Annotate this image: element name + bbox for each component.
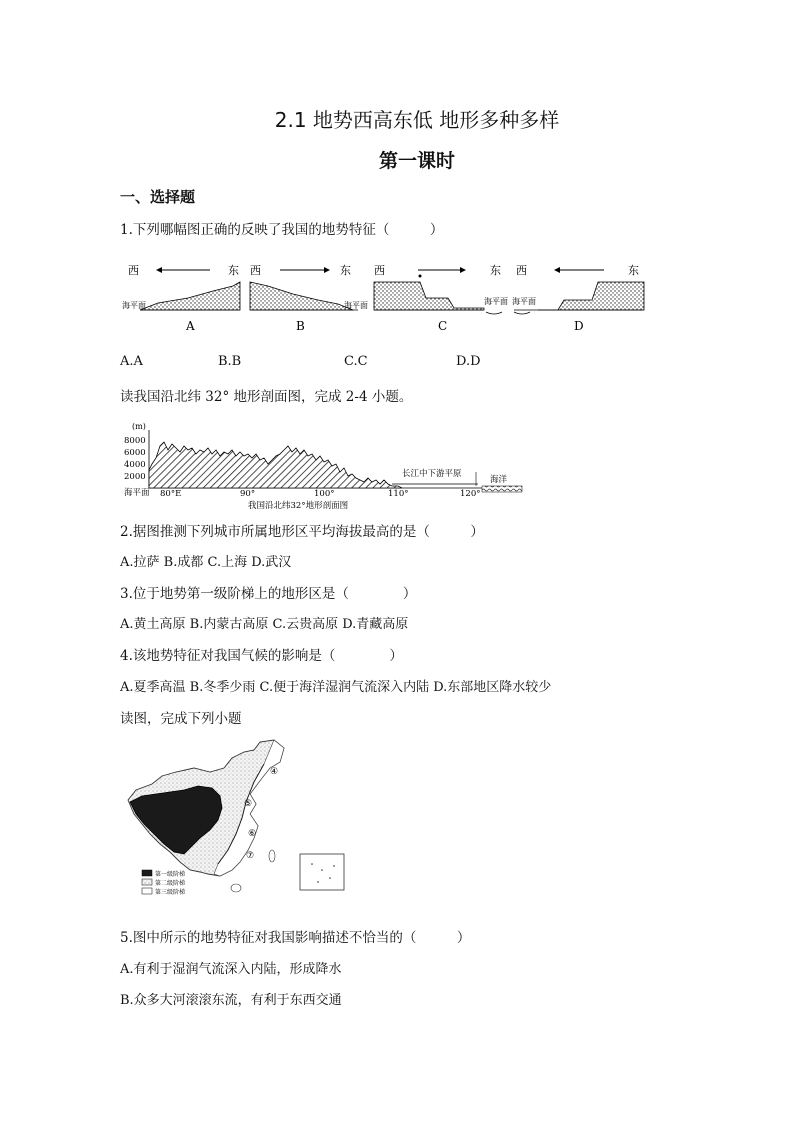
x-tick: 90° (240, 489, 256, 499)
y-tick: 8000 (124, 436, 146, 446)
label-west: 西 (250, 264, 261, 277)
label-east: 东 (340, 264, 351, 277)
q1-profile-diagrams (118, 258, 648, 338)
label-sea-level: 海平面 (512, 297, 536, 306)
q1-option-a: A.A (120, 354, 143, 369)
marker-4: ④ (270, 767, 279, 777)
x-tick: 120° (460, 489, 481, 499)
q1-option-c: C.C (344, 354, 368, 369)
letter-c: C (438, 319, 448, 333)
letter-d: D (574, 319, 584, 333)
marker-5: ⑤ (244, 799, 253, 809)
label-west: 西 (128, 264, 139, 277)
legend-step-2: 第二级阶梯 (155, 880, 186, 887)
diagram-a (122, 264, 240, 333)
section-heading: 一、选择题 (120, 188, 196, 206)
y-tick: 海平面 (124, 488, 150, 498)
q3-options: A.黄土高原 B.内蒙古高原 C.云贵高原 D.青藏高原 (120, 617, 409, 632)
label-sea-level: 海平面 (344, 301, 368, 310)
q5-option-b: B.众多大河滚滚东流，有利于东西交通 (120, 993, 342, 1008)
legend-step-1: 第一级阶梯 (155, 871, 186, 878)
latitude-32-profile (122, 420, 532, 512)
marker-6: ⑥ (248, 829, 257, 839)
letter-a: A (186, 319, 195, 333)
label-west: 西 (374, 264, 385, 277)
question-5: 5.图中所示的地势特征对我国影响描述不恰当的（ ） (120, 930, 471, 946)
diagram-c (374, 264, 508, 333)
q2-options: A.拉萨 B.成都 C.上海 D.武汉 (120, 555, 292, 570)
y-unit: (m) (132, 422, 146, 431)
q1-option-b: B.B (218, 354, 242, 369)
letter-b: B (296, 319, 305, 333)
y-tick: 4000 (124, 460, 146, 470)
profile-caption: 我国沿北纬32°地形剖面图 (248, 501, 349, 511)
document-title: 2.1 地势西高东低 地形多种多样 (274, 108, 560, 132)
question-1: 1.下列哪幅图正确的反映了我国的地势特征（ ） (120, 222, 444, 238)
china-terrain-steps-map (124, 738, 360, 898)
plain-label: 长江中下游平原 (402, 469, 462, 479)
document-subtitle: 第一课时 (378, 150, 455, 172)
question-4: 4.该地势特征对我国气候的影响是（ ） (120, 648, 403, 664)
label-west: 西 (516, 264, 527, 277)
ocean-label: 海洋 (490, 475, 508, 485)
question-3: 3.位于地势第一级阶梯上的地形区是（ ） (120, 586, 417, 602)
marker-7: ⑦ (246, 851, 255, 861)
q5-option-a: A.有利于湿润气流深入内陆，形成降水 (120, 962, 342, 977)
label-sea-level: 海平面 (122, 301, 146, 310)
label-east: 东 (628, 264, 639, 277)
label-east: 东 (228, 264, 239, 277)
legend-step-3: 第三级阶梯 (155, 889, 186, 896)
diagram-b (250, 264, 368, 333)
x-tick: 80°E (160, 489, 182, 499)
q4-options: A.夏季高温 B.冬季少雨 C.便于海洋湿润气流深入内陆 D.东部地区降水较少 (120, 680, 552, 695)
question-2: 2.据图推测下列城市所属地形区平均海拔最高的是（ ） (120, 524, 484, 540)
y-tick: 2000 (124, 472, 146, 482)
map-intro: 读图，完成下列小题 (120, 711, 242, 727)
q1-option-d: D.D (456, 354, 481, 369)
x-tick: 110° (388, 489, 409, 499)
profile-intro: 读我国沿北纬 32° 地形剖面图，完成 2-4 小题。 (120, 389, 413, 405)
terrain-profile (149, 442, 402, 488)
label-sea-level: 海平面 (484, 297, 508, 306)
diagram-d (512, 264, 644, 333)
y-tick: 6000 (124, 448, 146, 458)
label-east: 东 (490, 264, 501, 277)
x-tick: 100° (314, 489, 335, 499)
